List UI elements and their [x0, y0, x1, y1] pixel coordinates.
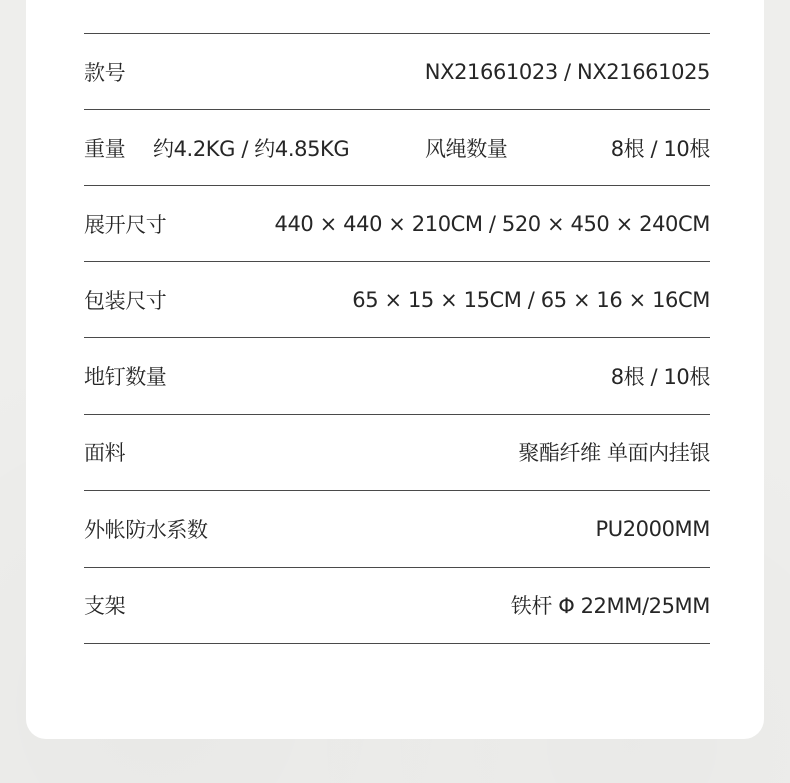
spec-value-waterproof: PU2000MM — [595, 516, 710, 541]
spec-row-fabric — [84, 415, 710, 492]
spec-row-model — [84, 34, 710, 110]
spec-value-fabric: 聚酯纤维 单面内挂银 — [518, 441, 710, 466]
spec-value-stakes: 8根 / 10根 — [610, 364, 710, 389]
spec-row-frame — [84, 568, 710, 645]
spec-label-rope-count: 风绳数量 — [425, 136, 508, 161]
spec-value-unfolded-size: 440 × 440 × 210CM / 520 × 450 × 240CM — [274, 211, 710, 236]
spec-label-unfolded-size: 展开尺寸 — [84, 212, 167, 237]
spec-value-model: NX21661023 / NX21661025 — [424, 59, 710, 84]
spec-label-fabric: 面料 — [84, 441, 126, 466]
spec-label-stakes: 地钉数量 — [84, 364, 167, 389]
spec-value-package-size: 65 × 15 × 15CM / 65 × 16 × 16CM — [352, 287, 710, 312]
spec-row-unfolded-size — [84, 186, 710, 262]
spec-table — [84, 33, 710, 644]
spec-value-weight: 约4.2KG / 约4.85KG — [153, 136, 350, 161]
spec-label-waterproof: 外帐防水系数 — [84, 517, 208, 542]
spec-row-waterproof — [84, 491, 710, 568]
spec-row-stakes — [84, 338, 710, 415]
spec-value-rope-count: 8根 / 10根 — [610, 136, 710, 161]
spec-label-model: 款号 — [84, 60, 126, 85]
spec-value-frame: 铁杆 Φ 22MM/25MM — [510, 594, 710, 619]
spec-label-frame: 支架 — [84, 594, 126, 619]
spec-row-weight — [84, 110, 710, 186]
spec-label-weight: 重量 — [84, 136, 126, 161]
spec-label-package-size: 包装尺寸 — [84, 288, 167, 313]
spec-row-package-size — [84, 262, 710, 338]
